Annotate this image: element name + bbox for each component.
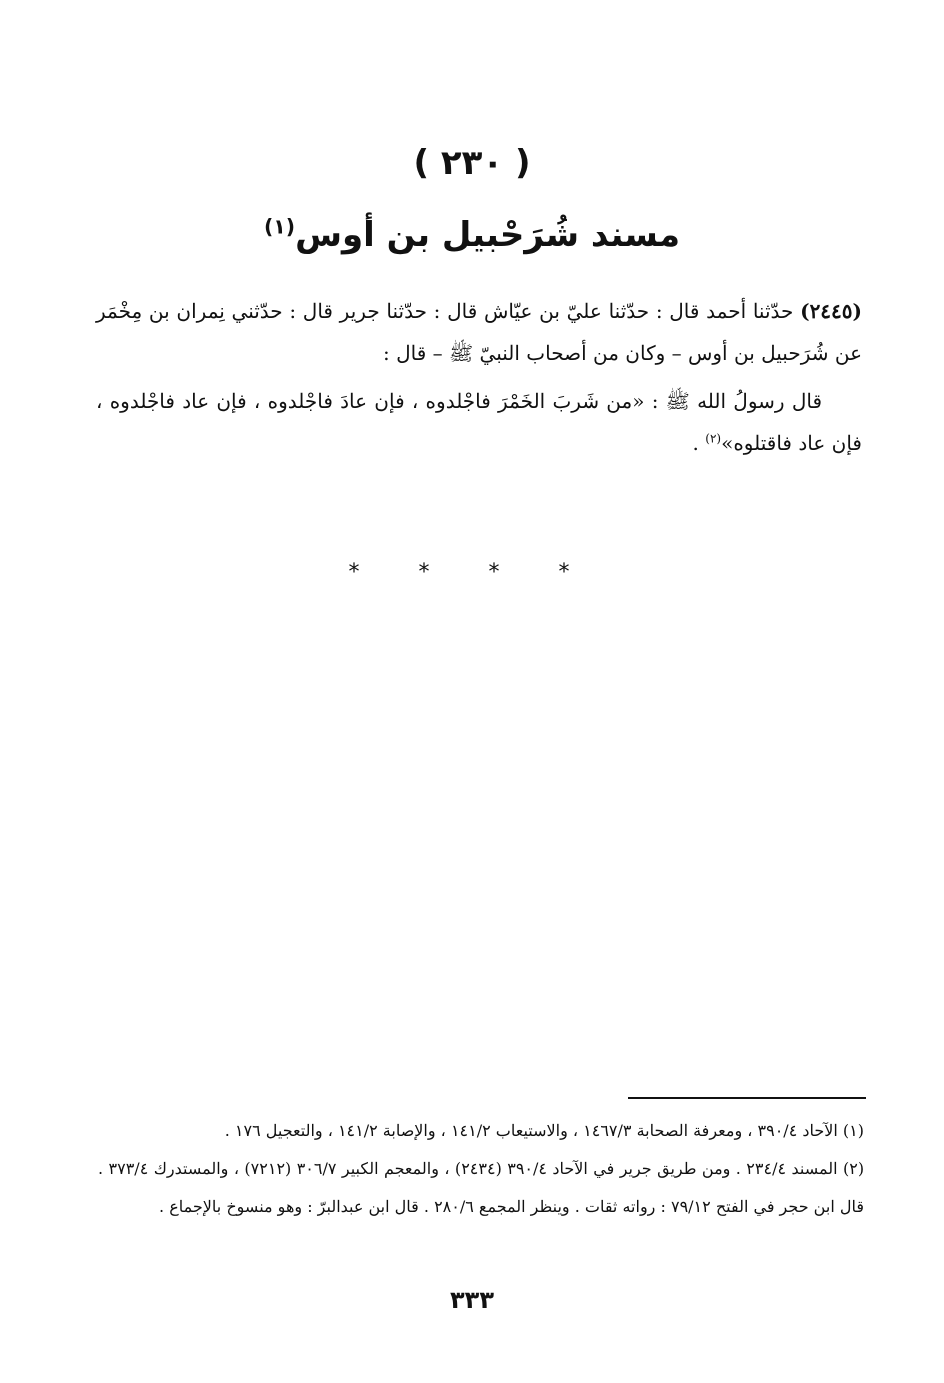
footnote-divider <box>628 1097 866 1099</box>
hadith-chain: حدّثنا أحمد قال : حدّثنا عليّ بن عيّاش قال : حدّثنا جرير قال : حدّثني نِمران بن مِخْمَر عن شُرَحبيل بن أوس – وكان من أصحاب النبيّ ﷺ – قال : <box>96 299 862 365</box>
title-footnote-ref[interactable]: (١) <box>263 214 296 239</box>
hadith-chain-paragraph <box>96 290 862 374</box>
hadith-number: (٢٤٤٥) <box>800 299 862 323</box>
section-title <box>0 212 944 258</box>
section-separator: * * * * <box>348 560 596 585</box>
matn-footnote-ref[interactable]: (٢) <box>705 431 722 446</box>
page-number: ٣٣٣ <box>450 1286 494 1314</box>
footnote-1: (١) الآحاد ٣٩٠/٤ ، ومعرفة الصحابة ١٤٦٧/٣ ، والاستيعاب ١٤١/٢ ، والإصابة ١٤١/٢ ، والتعجيل ١٧٦ . <box>224 1121 864 1140</box>
hadith-matn-paragraph <box>96 380 862 464</box>
footnotes <box>98 1112 864 1226</box>
hadith-end-mark: . <box>692 431 706 455</box>
hadith-block <box>96 290 862 464</box>
section-number: ( ٢٣٠ ) <box>413 143 531 183</box>
hadith-matn: قال رسولُ الله ﷺ : «من شَربَ الخَمْرَ فاجْلدوه ، فإن عادَ فاجْلدوه ، فإن عاد فاجْلدوه ، فإن عاد فاقتلوه» <box>96 389 862 455</box>
section-title-text: مسند شُرَحْبيل بن أوس <box>295 215 681 255</box>
footnote-2: (٢) المسند ٢٣٤/٤ . ومن طريق جرير في الآحاد ٣٩٠/٤ (٢٤٣٤) ، والمعجم الكبير ٣٠٦/٧ (٧٢١٢) ، والمستدرك ٣٧٣/٤ . قال ابن حجر في الفتح ٧٩/١٢ : رواته ثقات . وينظر المجمع ٢٨٠/٦ . قال ابن عبدالبرّ : وهو منسوخ بالإجماع . <box>98 1159 865 1216</box>
